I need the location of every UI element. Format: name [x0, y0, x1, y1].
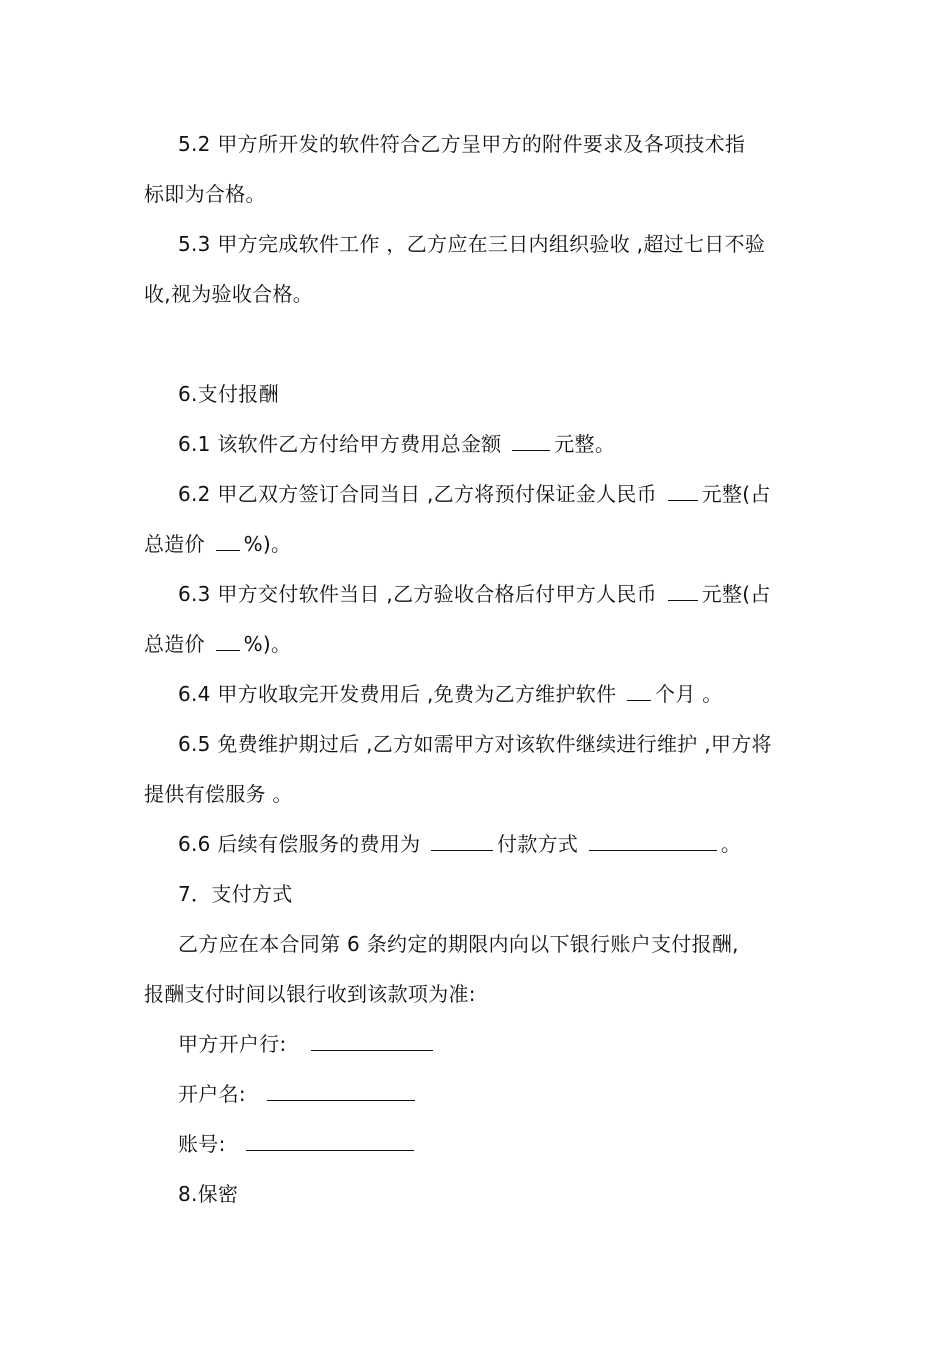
payment-method-blank: [589, 830, 717, 851]
months-blank: [627, 680, 651, 701]
account-name-blank: [267, 1080, 415, 1101]
clause-6-5-line-1: 6.5 免费维护期过后 ,乙方如需甲方对该软件继续进行维护 ,甲方将: [178, 732, 772, 756]
account-number-blank: [246, 1130, 414, 1151]
account-number-field: [178, 1130, 418, 1158]
deposit-percent-blank: [216, 530, 240, 551]
clause-6-1: [178, 430, 615, 458]
clause-6-4-text: 6.4 甲方收取完开发费用后 ,免费为乙方维护软件: [178, 682, 624, 706]
clause-6-3-suffix: 元整(占: [701, 582, 771, 606]
clause-6-3-percent: %)。: [243, 632, 292, 656]
fee-blank: [431, 830, 493, 851]
clause-6-3-line-1: [178, 580, 771, 608]
clause-6-1-text: 6.1 该软件乙方付给甲方费用总金额: [178, 432, 509, 456]
clause-6-5-line-2: 提供有偿服务 。: [144, 782, 293, 806]
clause-5-3-line-2: 收,视为验收合格。: [144, 282, 314, 306]
deposit-blank: [668, 480, 698, 501]
clause-6-1-suffix: 元整。: [554, 432, 616, 456]
clause-6-4-suffix: 个月 。: [655, 682, 723, 706]
payment-percent-blank: [216, 630, 240, 651]
clause-6-2-line-2: [144, 530, 291, 558]
account-number-label: 账号:: [178, 1132, 233, 1156]
amount-blank: [512, 430, 550, 451]
account-name-field: [178, 1080, 419, 1108]
clause-6-3-text: 6.3 甲方交付软件当日 ,乙方验收合格后付甲方人民币: [178, 582, 664, 606]
section-7-line-2: 报酬支付时间以银行收到该款项为准:: [144, 982, 476, 1006]
clause-6-6-text: 6.6 后续有偿服务的费用为: [178, 832, 428, 856]
clause-6-6-payment-method: 付款方式: [497, 832, 585, 856]
section-6-heading: 6.支付报酬: [178, 382, 279, 406]
section-8-heading: 8.保密: [178, 1182, 239, 1206]
clause-5-2-line-1: 5.2 甲方所开发的软件符合乙方呈甲方的附件要求及各项技术指: [178, 132, 746, 156]
section-7-line-1: 乙方应在本合同第 6 条约定的期限内向以下银行账户支付报酬,: [178, 932, 739, 956]
section-7-heading: 7．支付方式: [178, 882, 293, 906]
clause-6-2-text: 6.2 甲乙双方签订合同当日 ,乙方将预付保证金人民币: [178, 482, 664, 506]
clause-6-2-suffix: 元整(占: [701, 482, 771, 506]
clause-6-2-total-text: 总造价: [144, 532, 212, 556]
clause-6-2-percent: %)。: [243, 532, 292, 556]
clause-6-6: [178, 830, 741, 858]
clause-6-2-line-1: [178, 480, 771, 508]
clause-5-2-line-2: 标即为合格。: [144, 182, 266, 206]
clause-6-3-line-2: [144, 630, 291, 658]
bank-label: 甲方开户行:: [178, 1032, 294, 1056]
clause-6-4: [178, 680, 723, 708]
payment-blank: [668, 580, 698, 601]
clause-5-3-line-1: 5.3 甲方完成软件工作 ，乙方应在三日内组织验收 ,超过七日不验: [178, 232, 766, 256]
bank-blank: [311, 1030, 433, 1051]
bank-field: [178, 1030, 437, 1058]
clause-6-6-suffix: 。: [720, 832, 742, 856]
account-name-label: 开户名:: [178, 1082, 253, 1106]
clause-6-3-total-text: 总造价: [144, 632, 212, 656]
